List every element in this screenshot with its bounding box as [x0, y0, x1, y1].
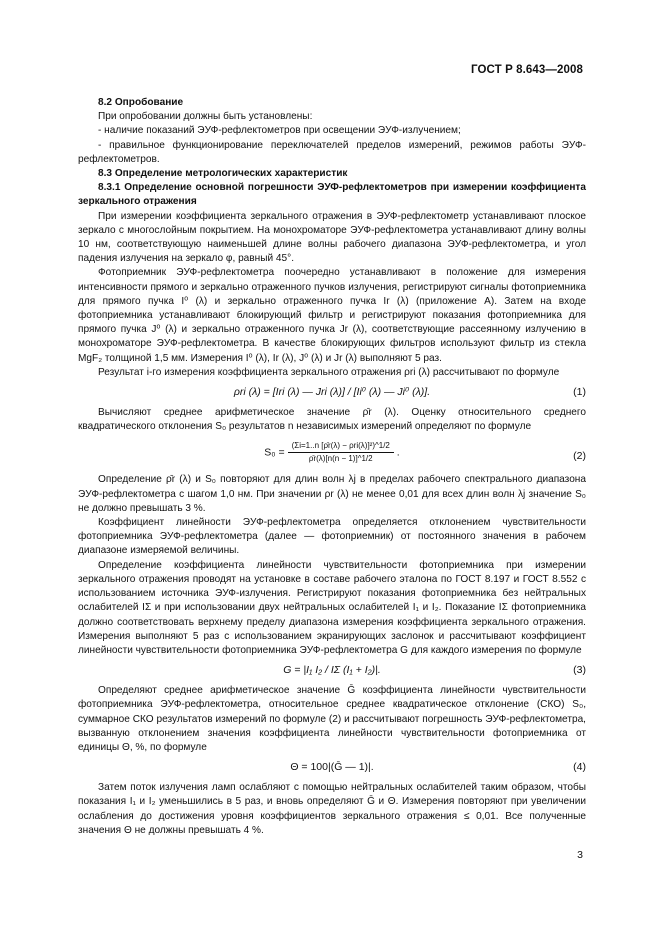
formula-2	[78, 440, 586, 465]
section-8-2-item-2: - правильное функционирование переключателей пределов измерений, режимов работы ЭУФ-рефлектометров.	[78, 139, 586, 165]
paragraph-5: Определение ρ̄r (λ) и S₀ повторяют для длин волн λj в пределах рабочего спектрального диапазона ЭУФ-рефлектометра с шагом 1,0 нм. При значении ρr (λ) не менее 0,01 для всех длин волн λj значение S₀ не должно превышать 3 %.	[78, 474, 586, 514]
document-body	[78, 96, 586, 838]
formula-4-body: Θ = 100|(Ḡ — 1)|.	[290, 761, 374, 774]
paragraph-6: Коэффициент линейности ЭУФ-рефлектометра определяется отклонением чувствительности фотоприемника ЭУФ-рефлектометра (далее — фотоприемник) от постоянного значения в рабочем диапазоне измеряемой величины.	[78, 517, 586, 557]
formula-2-numerator: (Σi=1..n [ρ̄r(λ) − ρri(λ)]²)^1/2	[288, 440, 394, 453]
section-8-3-title: 8.3 Определение метрологических характеристик	[98, 168, 348, 180]
formula-2-fraction	[288, 440, 394, 465]
paragraph-4: Вычисляют среднее арифметическое значение ρ̄r (λ). Оценку относительного среднего квадратического отклонения S₀ результатов n независимых измерений определяют по формуле	[78, 407, 586, 433]
formula-2-end: .	[396, 446, 400, 459]
section-8-3-1-title: 8.3.1 Определение основной погрешности ЭУФ-рефлектометров при измерении коэффициента зеркального отражения	[78, 182, 586, 208]
formula-3	[78, 662, 586, 678]
section-8-2-intro: При опробовании должны быть установлены:	[98, 111, 313, 123]
page-number: 3	[577, 849, 583, 861]
paragraph-2: Фотоприемник ЭУФ-рефлектометра поочередно устанавливают в положение для измерения интенсивности прямого и зеркально отраженного пучков излучения, регистрируют сигналы фотоприемника для прямого пучка I⁰ (λ) и зеркально отраженного пучка Ir (λ) (приложение А). Затем на входе фотоприемника устанавливают блокирующий фильтр и регистрируют показания фотоприемника для прямого пучка J⁰ (λ) и зеркально отраженного пучка Jr (λ), соответствующие рассеянному излучению в монохроматоре ЭУФ-рефлектометра. В качестве блокирующих фильтров используют фильтр из стекла MgF₂ толщиной 1,5 мм. Измерения I⁰ (λ), Ir (λ), J⁰ (λ) и Jr (λ) выполняют 5 раз.	[78, 267, 586, 364]
paragraph-9: Затем поток излучения ламп ослабляют с помощью нейтральных ослабителей таким образом, чтобы показания I₁ и I₂ уменьшились в 5 раз, и вновь определяют Ḡ и Θ. Измерения повторяют при увеличении ослабления до достижения уровня коэффициентов зеркального отражения ≤ 0,01. Все полученные значения Θ не должны превышать 4 %.	[78, 782, 586, 836]
paragraph-7: Определение коэффициента линейности чувствительности фотоприемника при измерении зеркального отражения проводят на установке в составе рабочего эталона по ГОСТ 8.197 и ГОСТ 8.552 с использованием источника ЭУФ-излучения. Регистрируют показания фотоприемника без нейтральных ослабителей IΣ и при использовании двух нейтральных ослабителей I₁ и I₂. Показание IΣ фотоприемника должно соответствовать верхнему пределу диапазона измерения коэффициента зеркального отражения. Измерения выполняют 5 раз с использованием экранирующих заслонок и рассчитывают коэффициент линейности чувствительности фотоприемника ЭУФ-рефлектометра G для каждого измерения по формуле	[78, 559, 586, 656]
section-8-2-item-1: - наличие показаний ЭУФ-рефлектометров при освещении ЭУФ-излучением;	[98, 125, 461, 137]
formula-1-body: ρri (λ) = [Iri (λ) — Jri (λ)] / [Ii⁰ (λ) — Ji⁰ (λ)].	[233, 386, 431, 399]
formula-2-lhs: S₀ =	[264, 446, 285, 459]
paragraph-1: При измерении коэффициента зеркального отражения в ЭУФ-рефлектометр устанавливают плоское зеркало с многослойным покрытием. На монохроматоре ЭУФ-рефлектометра устанавливают длину волны 10 нм, соответствующую наименьшей длине волны рабочего диапазона ЭУФ-рефлектометра, и угол падения излучения на зеркало φ, равный 45°.	[78, 210, 586, 265]
formula-3-body: G = |I₁ I₂ / IΣ (I₁ + I₂)|.	[283, 664, 381, 677]
document-header: ГОСТ Р 8.643—2008	[471, 64, 583, 76]
formula-4	[78, 759, 586, 775]
formula-3-number: (3)	[573, 664, 586, 677]
formula-2-denominator: ρ̄r(λ)[n(n − 1)]^1/2	[308, 454, 373, 464]
formula-1-number: (1)	[573, 386, 586, 399]
section-8-2-title: 8.2 Опробование	[98, 97, 184, 108]
paragraph-3: Результат i-го измерения коэффициента зеркального отражения ρri (λ) рассчитывают по формуле	[98, 366, 560, 378]
formula-1	[78, 384, 586, 400]
formula-2-number: (2)	[573, 450, 586, 463]
formula-4-number: (4)	[573, 761, 586, 774]
paragraph-8: Определяют среднее арифметическое значение Ḡ коэффициента линейности чувствительности фотоприемника ЭУФ-рефлектометра, относительное среднее квадратическое отклонение (СКО) S₀, суммарное СКО результатов измерений по формуле (2) и рассчитывают погрешность ЭУФ-рефлектометра, вызванную отклонением значения коэффициента линейности чувствительности фотоприемника от единицы Θ, %, по формуле	[78, 685, 586, 753]
